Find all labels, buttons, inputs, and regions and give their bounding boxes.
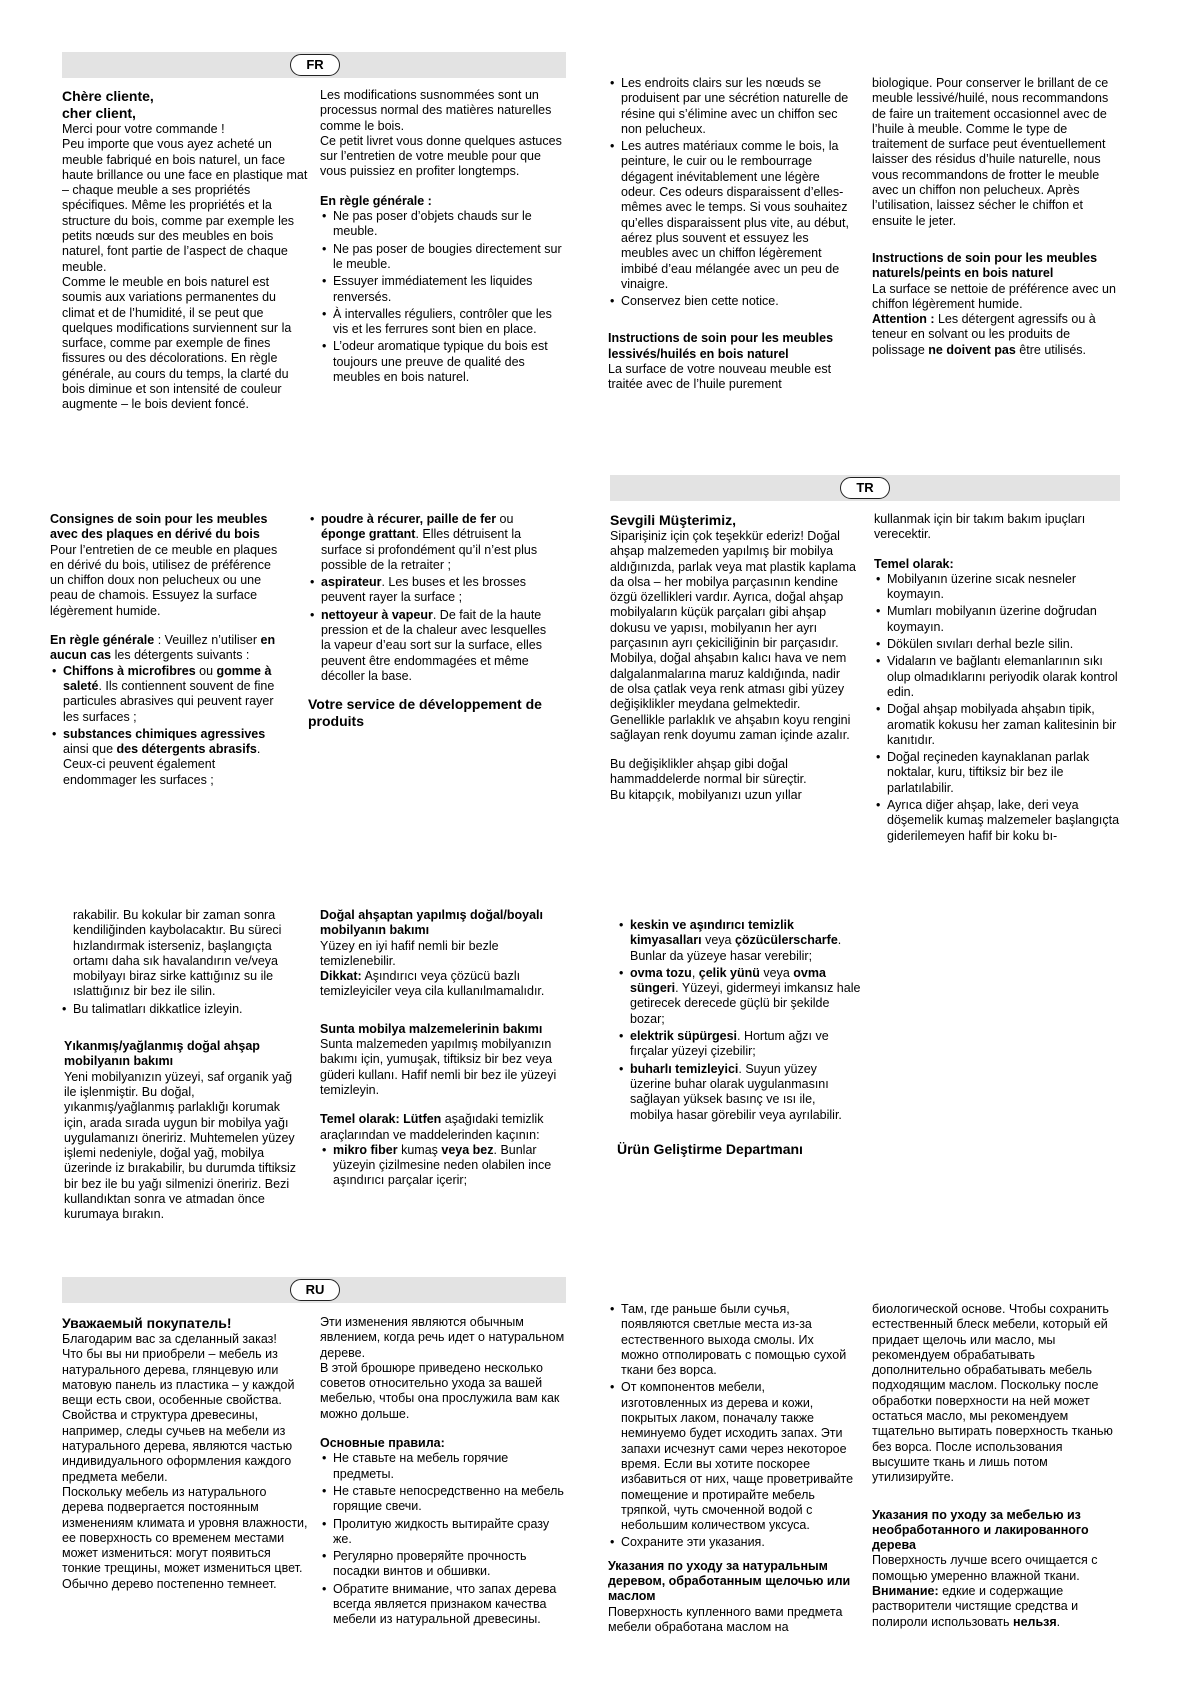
ru-oiled-heading: Указания по уходу за натуральным деревом, обработанным щелочью или маслом	[608, 1558, 851, 1604]
fr-never-d: les détergents suivants :	[111, 648, 250, 663]
list-item	[617, 966, 861, 1027]
list-item: • Les autres matériaux comme le bois, la peinture, le cuir ou le rembourrage dégagent inévitablement une légère odeur. Ces odeurs disparaissent d’elles-mêmes avec le temps. Si vous souhaitez qu’elles disparaissent plus vite, au début, aérez plus souvent et essuyez les meubles avec un chiffon légèrement imbibé d’eau mélangée avec un peu de vinaigre.	[608, 139, 854, 292]
fr-intro-2: Comme le meuble en bois naturel est soumis aux variations permanentes du climat et de l’humidité, il se peut que quelques modifications surviennent sur la surface, comme par exemple de fines fissures ou des décolorations. En règle générale, au cours du temps, la clarté du bois diminue et son intensité de couleur augmente – le bois devient foncé.	[62, 274, 292, 412]
list-item: • Пролитую жидкость вытирайте сразу же.	[320, 1517, 568, 1548]
ru-more-list	[608, 1302, 854, 1551]
fr-column-6	[308, 512, 558, 730]
list-item: • L’odeur aromatique typique du bois est toujours une preuve de qualité des meubles en bois naturel.	[320, 339, 568, 385]
fr-oiled-text-a: La surface de votre nouveau meuble est traitée avec de l’huile purement	[608, 362, 832, 392]
bold-term: çelik yünü	[698, 965, 760, 980]
bold-term: nettoyeur à vapeur	[321, 607, 433, 622]
tr-intro-2: Mobilya, doğal ahşabın kalıcı hava ve nem dalgalanmalarına maruz kaldığında, nadir de olsa çatlak veya renk atması gibi yüzey değişiklikler meydana gelmektedir. Genellikle parlaklık ve ahşabın koyu rengini sağlayan renk doyumu zaman içinde azalır.	[610, 651, 851, 742]
tr-painted-heading: Doğal ahşaptan yapılmış doğal/boyalı mobilyanın bakımı	[320, 908, 543, 938]
fr-ban-list-1	[50, 664, 286, 788]
list-item	[320, 1143, 560, 1189]
bold-term: ovma tozu	[630, 965, 692, 980]
fr-column-5	[50, 512, 286, 790]
bold-term: gomme à saleté	[63, 663, 272, 693]
text: veya	[759, 965, 794, 980]
list-item	[50, 727, 286, 788]
ru-attention-bold: нельзя	[1013, 1614, 1057, 1629]
ru-section-band	[62, 1277, 566, 1303]
list-item: • Ne pas poser d’objets chauds sur le meuble.	[320, 209, 568, 240]
text: . Elles détruisent la surface si profondément qu’il n’est plus possible de la retraiter ;	[321, 527, 538, 572]
fr-column-3	[608, 76, 854, 393]
bold-term: ovma süngeri	[630, 965, 826, 996]
list-item	[308, 608, 558, 684]
list-item: • Doğal reçineden kaynaklanan parlak noktalar, kuru, tiftiksiz bir bez ile parlatılabilir.	[874, 750, 1120, 796]
list-item: • Dökülen sıvıları derhal bezle silin.	[874, 637, 1120, 652]
fr-attention-bold: ne doivent pas	[928, 342, 1016, 357]
ru-attention	[872, 1584, 1120, 1630]
tr-booklet-a: Bu kitapçık, mobilyanızı uzun yıllar	[610, 787, 802, 802]
fr-column-2	[320, 88, 568, 387]
ru-general-heading: Основные правила:	[320, 1436, 445, 1451]
ru-painted-text: Поверхность лучше всего очищается с помощью умеренно влажной ткани.	[872, 1553, 1098, 1583]
list-item: • Conservez bien cette notice.	[608, 294, 854, 309]
tr-chip-heading: Sunta mobilya malzemelerinin bakımı	[320, 1021, 543, 1036]
tr-general-heading: Temel olarak:	[874, 556, 954, 571]
fr-more-list	[608, 76, 854, 309]
fr-changes: Les modifications susnommées sont un processus normal des matières naturelles comme le bois.	[320, 88, 552, 133]
list-item: • Vidaların ve bağlantı elemanlarının sıkı olup olmadıklarını periyodik olarak kontrol edin.	[874, 654, 1120, 700]
fr-attention-text: Les détergent agressifs ou à teneur en solvant ou les produits de polissage	[872, 312, 1096, 357]
list-item	[617, 1029, 861, 1060]
list-item	[308, 512, 558, 573]
fr-language-badge: FR	[290, 54, 340, 76]
tr-column-3	[60, 908, 300, 1223]
fr-derived-text: Pour l’entretien de ce meuble en plaques en dérivé du bois, utilisez de préférence un chiffon doux non pelucheux ou une peau de chamois. Essuyez la surface légèrement humide.	[50, 542, 278, 618]
tr-ban-list-1	[320, 1143, 560, 1189]
bold-term: keskin ve aşındırıcı temizlik kimyasalları	[630, 918, 794, 948]
fr-general-heading: En règle générale :	[320, 193, 432, 208]
fr-ban-list-2	[308, 512, 558, 684]
tr-greeting: Sevgili Müşterimiz,	[610, 512, 737, 528]
text: . Ils contiennent souvent de fine particules abrasives qui peuvent rayer les surfaces ;	[63, 678, 275, 724]
tr-changes: Bu değişiklikler ahşap gibi doğal hammaddelerde normal bir süreçtir.	[610, 757, 807, 787]
tr-section-band	[610, 475, 1120, 501]
fr-never-b: : Veuillez n’utiliser	[154, 633, 261, 648]
spacer	[610, 743, 856, 757]
list-item: • Mumları mobilyanın üzerine doğrudan koymayın.	[874, 604, 1120, 635]
fr-attention-label: Attention :	[872, 312, 935, 327]
fr-oiled-heading: Instructions de soin pour les meubles lessivés/huilés en bois naturel	[608, 331, 834, 361]
list-item: • Doğal ahşap mobilyada ahşabın tipik, aromatik kokusu her zaman kalitesinin bir kanıtıdır.	[874, 702, 1120, 748]
list-item	[50, 664, 286, 725]
ru-general-list	[320, 1451, 568, 1627]
fr-attention	[872, 312, 1120, 358]
bold-term: éponge grattant	[321, 527, 416, 542]
text: . Hortum ağzı ve fırçalar yüzeyi çizebilir;	[630, 1029, 829, 1059]
tr-service: Ürün Geliştirme Departmanı	[617, 1140, 803, 1157]
fr-thanks: Merci pour votre commande !	[62, 122, 225, 136]
text: ,	[691, 965, 699, 980]
ru-greeting: Уважаемый покупатель!	[62, 1315, 232, 1331]
text: ou	[195, 663, 217, 678]
bold-term: substances chimiques agressives	[63, 726, 266, 741]
ru-booklet: В этой брошюре приведено несколько советов относительно ухода за вашей мебелью, чтобы она прослужила вам как можно дольше.	[320, 1360, 560, 1421]
text: . Suyun yüzey üzerine buhar olarak uygulanmasını sağlayan yüksek basınç ve ısı ile, mobilya hasar görebilir veya ayrılabilir.	[630, 1061, 842, 1122]
ru-column-4	[872, 1302, 1120, 1630]
fr-painted-text: La surface se nettoie de préférence avec un chiffon légèrement humide.	[872, 281, 1116, 311]
ru-attention-text: едкие и содержащие растворители чистящие средства и полироли использовать	[872, 1584, 1079, 1629]
bold-term: veya bez	[441, 1142, 494, 1157]
fr-service: Votre service de développement de produits	[308, 696, 542, 730]
tr-painted-text: Yüzey en iyi hafif nemli bir bezle temizlenebilir.	[320, 938, 499, 968]
text: ou	[496, 512, 514, 526]
list-item: • Ne pas poser de bougies directement sur le meuble.	[320, 242, 568, 273]
fr-greeting: Chère cliente, cher client,	[62, 88, 154, 121]
ru-intro-2: Поскольку мебель из натурального дерева подвергается постоянным изменениям климата и уровня влажности, ее поверхность со временем местами может измениться: могут появиться тонкие трещины, может измениться цвет. Обычно дерево постепенно темнеет.	[62, 1484, 308, 1591]
ru-oiled-text-b: биологической основе. Чтобы сохранить естественный блеск мебели, который ей придает щелочь или масло, мы рекомендуем обрабатывать дополнительно обрабатывать мебель подходящим маслом. Поскольку после обработки поверхности на ней может остаться масло, мы рекомендуем тщательно вытирать поверхность тканью без ворса. После использования высушите ткань и лишь потом утилизируйте.	[872, 1302, 1113, 1485]
list-item: • Там, где раньше были сучья, появляются светлые места из-за естественного выхода смолы. Их можно отполировать с помощью сухой ткани без ворса.	[608, 1302, 854, 1378]
bold-term: elektrik süpürgesi	[630, 1029, 737, 1044]
tr-general-list	[874, 572, 1120, 844]
fr-never-line	[50, 633, 286, 664]
tr-oiled-text: Yeni mobilyanızın yüzeyi, saf organik yağ ile işlenmiştir. Bu doğal, yıkanmış/yağlanmış parlaklığı korumak için, arada sırada uygun bir mobilya yağı uygulamanızı öneririz. Muhtemelen yüzey işlemi nedeniyle, doğal yağ, mobilya üzerinde iz bırakabilir, bu durumda tiftiksiz bir bez ile bu yağı silmenizi öneririz. Bezi kullandıktan sonra ve atmadan önce kurumaya bırakın.	[64, 1069, 297, 1222]
text: kumaş	[397, 1142, 442, 1157]
bold-term: mikro fiber	[333, 1142, 398, 1157]
fr-general-list	[320, 209, 568, 385]
list-item: rakabilir. Bu kokular bir zaman sonra kendiliğinden kaybolacaktır. Bu süreci hızlandırmak isterseniz, başlangıçta ortamı daha sık havalandırın ve/veya mobilyayı biraz sirke kattığınız su ile ıslattığınız bir bez ile silin.	[73, 908, 282, 999]
tr-never-b: aşağıdaki temizlik araçlarından ve maddelerinden kaçının:	[320, 1112, 544, 1142]
ru-thanks: Благодарим вас за сделанный заказ!	[62, 1332, 277, 1346]
fr-intro-1: Peu importe que vous ayez acheté un meuble fabriqué en bois naturel, un face haute brillance ou une face en plastique mat – chaque meuble a ses propriétés spécifiques. Même les propriétés et la structure du bois, comme par exemple les petits nœuds sur des meubles en bois naturel, font partie de l’aspect de chaque meuble.	[62, 137, 308, 274]
bold-term: Chiffons à microfibres	[63, 663, 196, 678]
fr-derived-heading: Consignes de soin pour les meubles avec des plaques en dérivé du bois	[50, 512, 268, 542]
fr-oiled-text-b: biologique. Pour conserver le brillant de ce meuble lessivé/huilé, nous recommandons de faire un traitement occasionnel avec de l’huile à meuble. Comme le type de traitement de surface peut éventuellement laisser des résidus d’huile naturelle, nous vous recommandons de frotter le meuble avec un chiffon non pelucheux. Après l’utilisation, laissez sécher le chiffon et ensuite le jeter.	[872, 76, 1109, 228]
text: veya	[701, 933, 735, 948]
list-item: • Не ставьте непосредственно на мебель горящие свечи.	[320, 1484, 568, 1515]
text: . Les buses et les brosses peuvent rayer la surface ;	[321, 575, 526, 605]
list-item: • Регулярно проверяйте прочность посадки винтов и обшивки.	[320, 1549, 568, 1580]
ru-column-1	[62, 1315, 310, 1592]
text: . Yüzeyi, gidermeyi imkansız hale getirecek derecede güçlü bir şekilde bozar;	[630, 981, 861, 1026]
fr-painted-heading: Instructions de soin pour les meubles naturels/peints en bois naturel	[872, 250, 1098, 281]
tr-attention-label: Dikkat:	[320, 969, 362, 984]
bold-term: aspirateur	[321, 575, 382, 590]
text: . De fait de la haute pression et de la chaleur avec lesquelles la vapeur d’eau sort sur la surface, elles peuvent être endommagées et même décoller la base.	[321, 607, 547, 683]
tr-intro-1: Siparişiniz için çok teşekkür ederiz! Doğal ahşap malzemeden yapılmış bir mobilya aldığınızda, parlak veya mat plastik kaplama da olsa – her mobilya parçasının kendine özgü özellikleri vardır. Ayrıca, doğal ahşap mobilyaların küçük parçaları gibi ahşap dokusu ve yapısı, mobilyanın her ayrı parçasının ayrı çekiciliğinin bir parçasıdır.	[610, 529, 856, 651]
fr-never-a: En règle générale	[50, 633, 155, 648]
fr-section-band	[62, 52, 566, 78]
bold-term: çözücülerscharfe	[734, 933, 838, 948]
tr-attention	[320, 969, 560, 1000]
tr-never-a: Temel olarak: Lütfen	[320, 1112, 442, 1127]
tr-column-2	[874, 512, 1120, 846]
tr-ban-list-2	[617, 918, 861, 1123]
list-item	[617, 1062, 861, 1123]
text: ainsi que	[63, 742, 117, 757]
tr-cont-list	[60, 908, 300, 1017]
tr-language-badge: TR	[840, 477, 890, 499]
list-item: • Essuyer immédiatement les liquides renversés.	[320, 274, 568, 305]
tr-chip-text: Sunta malzemeden yapılmış mobilyanızın bakımı için, yumuşak, tiftiksiz bir bez veya güderi kullanı. Hafif nemli bir bez ile yüzeyi temizleyin.	[320, 1037, 557, 1097]
ru-changes: Эти изменения являются обычным явлением, когда речь идет о натуральном дереве.	[320, 1315, 565, 1360]
tr-column-4	[320, 908, 560, 1191]
list-item: • Mobilyanın üzerine sıcak nesneler koymayın.	[874, 572, 1120, 603]
ru-column-2	[320, 1315, 568, 1630]
list-item: • Ayrıca diğer ahşap, lake, deri veya döşemelik kumaş malzemeler başlangıçta giderilemeyen hafif bir koku bı-	[874, 798, 1120, 844]
text: . Bunlar da yüzeye hasar verebilir;	[630, 933, 842, 963]
ru-column-3	[608, 1302, 854, 1635]
ru-language-badge: RU	[290, 1279, 340, 1301]
bold-term: poudre à récurer, paille de fer	[321, 512, 497, 526]
ru-intro-1: Что бы вы ни приобрели – мебель из натурального дерева, глянцевую или матовую панель из пластика – у каждой вещи есть свои, особенные свойства. Свойства и структура древесины, например, следы сучьев на мебели из натурального дерева, являются частью индивидуального оформления каждого предмета мебели.	[62, 1347, 295, 1484]
fr-column-4	[872, 76, 1120, 358]
tr-never-line	[320, 1112, 560, 1143]
bold-term: des détergents abrasifs	[116, 742, 257, 757]
list-item	[308, 575, 558, 606]
text: . Bunlar yüzeyin çizilmesine neden olabilen ince aşındırıcı parçalar içerir;	[333, 1142, 552, 1188]
list-item	[617, 918, 861, 964]
ru-painted-heading: Указания по уходу за мебелью из необработанного и лакированного дерева	[872, 1507, 1089, 1553]
list-item: • От компонентов мебели, изготовленных из дерева и кожи, покрытых лаком, поначалу также неминуемо будет исходить запах. Эти запахи исчезнут сами через некоторое время. Если вы хотите поскорее избавиться от них, чаще проветривайте помещение и протирайте мебель тряпкой, чуть смоченной водой с небольшим количеством уксуса.	[608, 1380, 854, 1533]
tr-attention-text: Aşındırıcı veya çözücü bazlı temizleyiciler veya cila kullanılmamalıdır.	[320, 969, 545, 999]
list-item: • Не ставьте на мебель горячие предметы.	[320, 1451, 568, 1482]
list-item: • Les endroits clairs sur les nœuds se produisent par une sécrétion naturelle de résine qui s’élimine avec un chiffon sec non pelucheux.	[608, 76, 854, 137]
tr-oiled-heading: Yıkanmış/yağlanmış doğal ahşap mobilyanın bakımı	[64, 1039, 260, 1069]
list-item: • Обратите внимание, что запах дерева всегда является признаком качества мебели из натуральной древесины.	[320, 1582, 568, 1628]
list-item: • Bu talimatları dikkatlice izleyin.	[60, 1002, 300, 1017]
fr-column-1	[62, 88, 310, 413]
text: . Ceux-ci peuvent également endommager les surfaces ;	[63, 742, 261, 787]
list-item: • Сохраните эти указания.	[608, 1535, 854, 1550]
ru-oiled-text-a: Поверхность купленного вами предмета мебели обработана маслом на	[608, 1604, 843, 1634]
tr-column-1	[610, 512, 856, 803]
tr-column-5	[617, 918, 861, 1158]
ru-attention-label: Внимание:	[872, 1584, 939, 1599]
bold-term: buharlı temizleyici	[630, 1061, 739, 1076]
list-item: • À intervalles réguliers, contrôler que les vis et les ferrures sont bien en place.	[320, 307, 568, 338]
fr-never-c: en aucun cas	[50, 633, 276, 663]
fr-booklet: Ce petit livret vous donne quelques astuces sur l’entretien de votre meuble pour que vous puissiez en profiter longtemps.	[320, 133, 562, 179]
ru-attention-end: .	[1056, 1614, 1061, 1629]
tr-booklet-b: kullanmak için bir takım bakım ipuçları verecektir.	[874, 512, 1086, 542]
fr-attention-end: être utilisés.	[1015, 342, 1086, 357]
